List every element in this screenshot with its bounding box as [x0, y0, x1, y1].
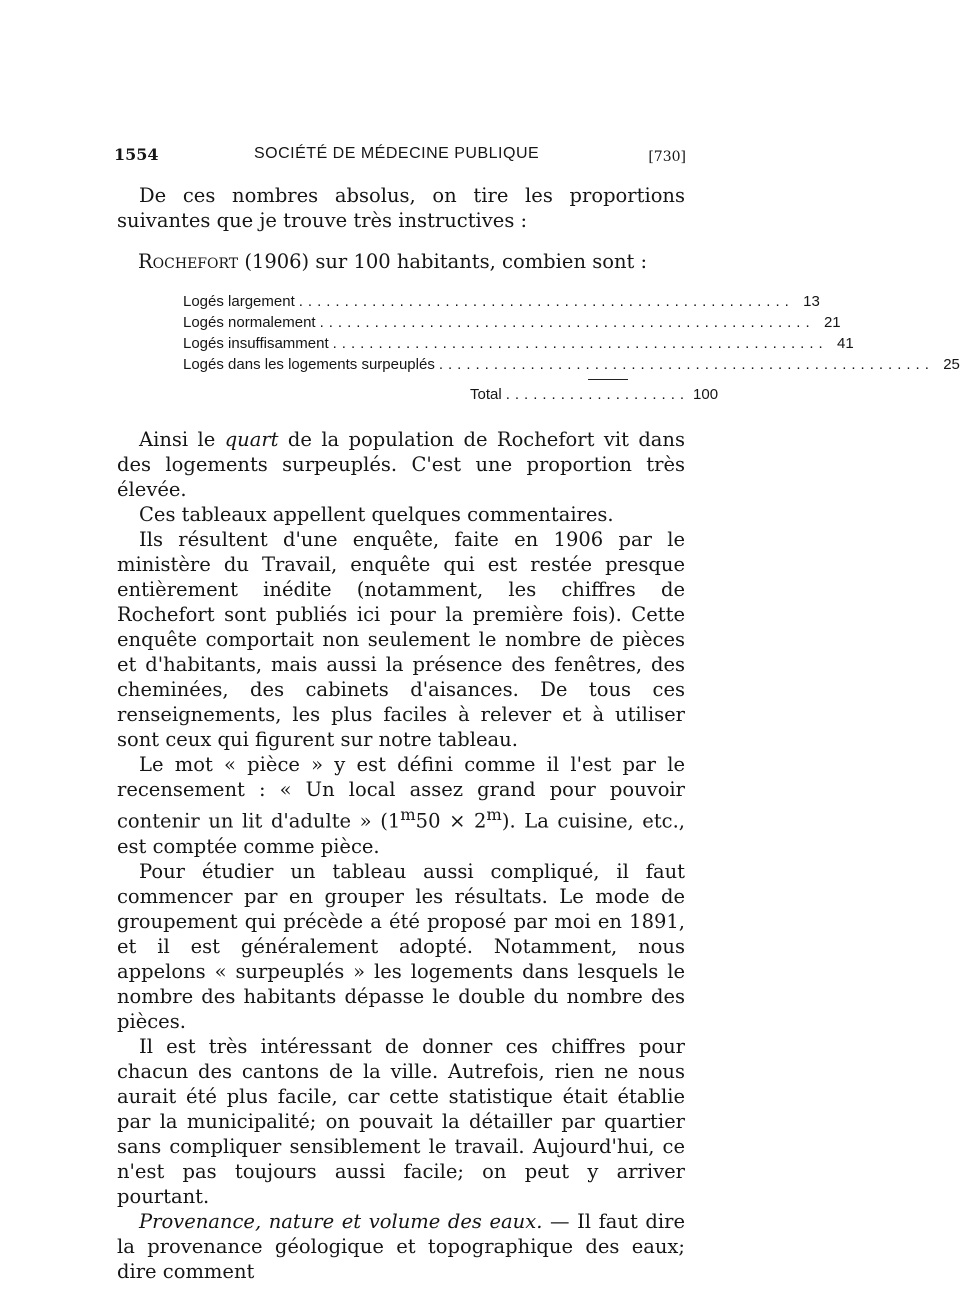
- text-run: de la population de Rochefort vit dans des logements surpeuplés. C'est une proportion très élevée.: [117, 428, 685, 501]
- table-row: [183, 354, 960, 375]
- text-run: ). La cuisine, etc., est comptée comme pièce.: [117, 809, 685, 858]
- page-reference: [730]: [648, 149, 686, 165]
- body-text: [117, 427, 685, 1284]
- paragraph: [117, 427, 685, 502]
- paragraph: Ils résultent d'une enquête, faite en 1906 par le ministère du Travail, enquête qui est restée presque entièrement inédite (notamment, les chiffres de Rochefort sont publiés ici pour la première fois). Cette enquête comportait non seulement le nombre de pièces et d'habitants, mais aussi la présence des fenêtres, des cheminées, des cabinets d'aisances. De tous ces renseignements, les plus faciles à relever et à utiliser sont ceux qui figurent sur notre tableau.: [117, 528, 685, 751]
- table-row: [183, 312, 841, 333]
- leader-dots: ....................: [505, 386, 690, 403]
- paragraph: Ces tableaux appellent quelques commentaires.: [139, 503, 614, 526]
- table-row: [183, 291, 820, 312]
- housing-table: [183, 291, 960, 375]
- page-number: 1554: [114, 145, 159, 164]
- leader-dots: ......................................................: [319, 314, 815, 331]
- text-run: 50 × 2: [415, 809, 487, 833]
- leader-dots: ......................................................: [332, 335, 828, 352]
- paragraph: Pour étudier un tableau aussi compliqué, il faut commencer par en grouper les résultats. Le mode de groupement qui précède a été proposé par moi en 1891, et il est généralement adopté. Notamment, nous appelons « surpeuplés » les logements dans lesquels le nombre des habitants dépasse le double du nombre des pièces.: [117, 859, 685, 1033]
- table-heading: [138, 250, 647, 273]
- intro-text: De ces nombres absolus, on tire les proportions suivantes que je trouve très instructives :: [117, 184, 685, 232]
- section-heading: Provenance, nature et volume des eaux.: [139, 1209, 543, 1233]
- table-heading-text: (1906) sur 100 habitants, combien sont :: [238, 250, 648, 273]
- total-value: 100: [693, 386, 719, 403]
- row-label: Logés insuffisamment: [183, 335, 329, 352]
- city-name: Rochefort: [138, 250, 239, 273]
- running-title: SOCIÉTÉ DE MÉDECINE PUBLIQUE: [254, 145, 540, 162]
- total-row: [470, 386, 719, 403]
- text-run: — Il faut dire la provenance géologique et topographique des eaux; dire comment: [117, 1209, 685, 1283]
- running-header: [114, 145, 686, 171]
- row-label: Logés largement: [183, 293, 295, 310]
- table-row: [183, 333, 854, 354]
- row-label: Logés dans les logements surpeuplés: [183, 356, 435, 373]
- leader-dots: ......................................................: [438, 356, 934, 373]
- text-run: Le mot « pièce » y est défini comme il l'est par le recensement : « Un local assez grand pour pouvoir contenir un lit d'adulte » (1: [117, 753, 685, 833]
- row-value: 41: [837, 335, 854, 352]
- row-label: Logés normalement: [183, 314, 316, 331]
- total-label: Total: [470, 386, 502, 403]
- paragraph: [117, 1209, 685, 1284]
- intro-paragraph: [117, 183, 685, 233]
- paragraph: Il est très intéressant de donner ces chiffres pour chacun des cantons de la ville. Autrefois, rien ne nous aurait été plus facile, car cette statistique était établie par la municipalité; on pouvait la détailler par quartier sans compliquer sensiblement le travail. Aujourd'hui, ce n'est pas toujours aussi facile; on peut y arriver pourtant.: [117, 1034, 685, 1208]
- row-value: 25: [943, 356, 960, 373]
- total-rule: [588, 379, 628, 380]
- paragraph: [117, 752, 685, 859]
- superscript: m: [486, 805, 502, 824]
- leader-dots: ......................................................: [298, 293, 794, 310]
- row-value: 13: [803, 293, 820, 310]
- text-run: Ainsi le: [139, 428, 225, 451]
- emphasis: quart: [224, 428, 279, 451]
- superscript: m: [400, 805, 416, 824]
- row-value: 21: [823, 314, 841, 331]
